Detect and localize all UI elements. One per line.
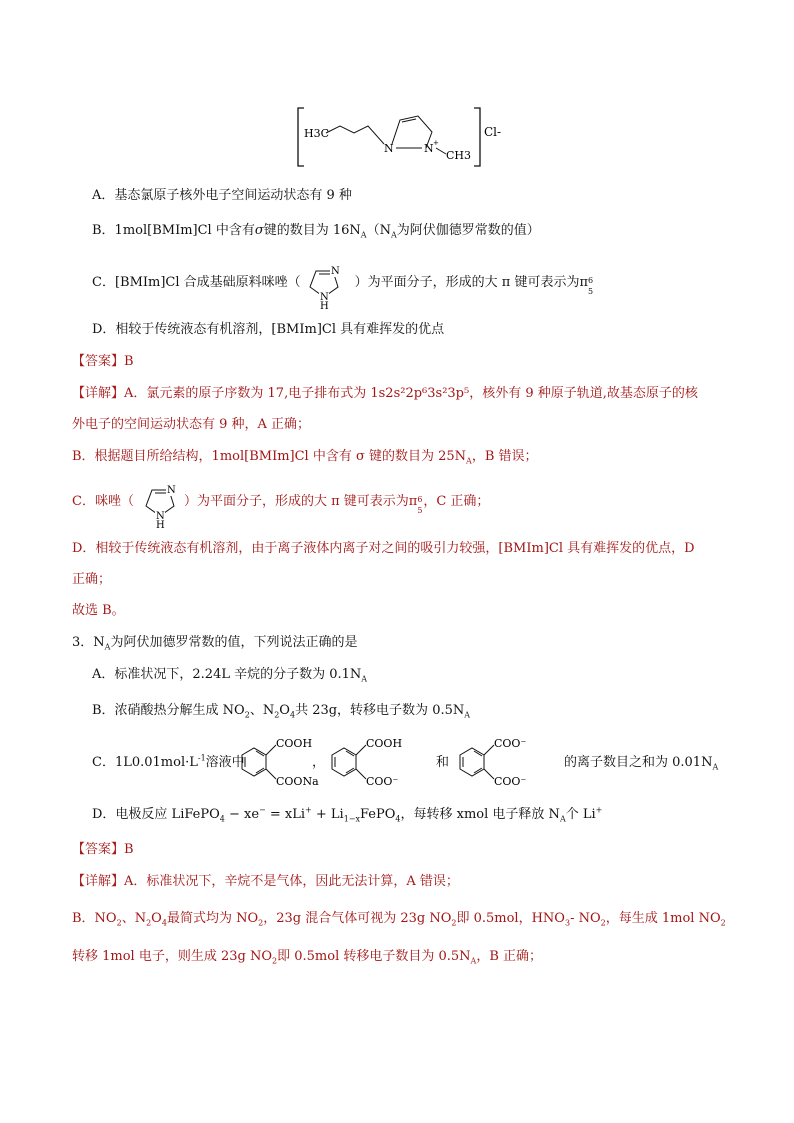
substituent-bond-3b bbox=[484, 769, 494, 779]
q3-db-h: ，每生成 1mol NO bbox=[605, 911, 721, 926]
q3-detail-a-text: A．标准状况下，辛烷不是气体，因此无法计算，A 错误； bbox=[124, 874, 459, 889]
q3-d-mid5: ，每转移 xmol 电子释放 N bbox=[400, 807, 560, 822]
imidazole-n-top-detail: N bbox=[167, 485, 176, 496]
q3-c-mid: 溶液中 bbox=[205, 755, 245, 770]
q2-option-a: A．基态氯原子核外电子空间运动状态有 9 种 bbox=[92, 188, 352, 203]
benzene-ring-3 bbox=[460, 748, 484, 776]
q3-b-post: 共 23g，转移电子数为 0.5N bbox=[295, 703, 465, 718]
q2-conclusion: 故选 B。 bbox=[72, 603, 125, 618]
q3-c-post: 的离子数目之和为 0.01N bbox=[564, 755, 713, 770]
imidazole-svg-c bbox=[300, 257, 352, 312]
q3-db-s7: 2 bbox=[600, 918, 606, 928]
q2-c-pre: C．[BMIm]Cl 合成基础原料咪唑（ bbox=[92, 275, 301, 290]
q3-option-c bbox=[92, 754, 245, 772]
q3-stem-sub: A bbox=[104, 642, 111, 652]
q2-detail-c-tail: ，C 正确； bbox=[423, 494, 490, 509]
q3-detail-label: 【详解】 bbox=[72, 874, 125, 889]
q3-option-b bbox=[92, 702, 470, 720]
q3-b-o: O bbox=[279, 703, 290, 718]
q2-c-pi-sup: 6 bbox=[588, 276, 594, 285]
q3-a-pre: A．标准状况下，2.24L 辛烷的分子数为 0.1N bbox=[92, 667, 362, 682]
q2-detail-label: 【详解】 bbox=[72, 386, 125, 401]
q3-db-s8: 2 bbox=[720, 918, 726, 928]
q2-detail-a-post: ，核外有 9 种原子轨道,故基态原子的核 bbox=[469, 386, 698, 401]
phthalate-structure-3 bbox=[454, 733, 544, 793]
q2-option-b bbox=[92, 222, 540, 240]
q2-b-mid: 键的数目为 16N bbox=[263, 223, 361, 238]
q3-db-s1: 2 bbox=[116, 918, 122, 928]
struct3-top-group: COO⁻ bbox=[494, 737, 527, 750]
q2-detail-a-config: 2s²2p⁶3s²3p⁵ bbox=[385, 386, 470, 401]
q2-b-sub: A bbox=[360, 230, 367, 240]
q3-db-s2: 2 bbox=[146, 918, 152, 928]
q3-detail-a bbox=[72, 873, 459, 891]
chloride-label: Cl- bbox=[484, 125, 502, 139]
q3-db-s4: 2 bbox=[258, 918, 264, 928]
q2-detail-b-text: B．根据题目所给结构，1mol[BMIm]Cl 中含有 σ 键的数目为 25N bbox=[72, 449, 467, 464]
bmim-structure-svg bbox=[296, 104, 526, 170]
q3-d-mid6: 个 Li bbox=[565, 807, 596, 822]
n3-label: N bbox=[424, 142, 434, 155]
q3-db-a: B．NO bbox=[72, 911, 117, 926]
q2-c-pi-sub: 5 bbox=[588, 287, 594, 296]
q3-answer-value: B bbox=[124, 842, 134, 857]
q3-d-s3: 4 bbox=[395, 814, 401, 824]
q3-db-s3: 4 bbox=[161, 918, 167, 928]
n1-label: N bbox=[384, 142, 394, 155]
q3-stem bbox=[72, 634, 357, 652]
q2-detail-b-tail: ，B 错误； bbox=[471, 449, 538, 464]
q3-b-s1: 2 bbox=[244, 710, 250, 720]
q3-stem-post: 为阿伏加德罗常数的值，下列说法正确的是 bbox=[110, 635, 358, 650]
q3-b-pre: B．浓硝酸热分解生成 NO bbox=[92, 703, 245, 718]
q3-detail-b-line1 bbox=[72, 910, 726, 928]
q3-db-f: 即 0.5mol，HNO bbox=[456, 911, 565, 926]
q2-b-sigma: σ bbox=[254, 223, 264, 238]
q2-detail-c-post: ）为平面分子，形成的大 π 键可表示为 bbox=[183, 494, 409, 509]
q3-d-pre: D．电极反应 LiFePO bbox=[92, 807, 220, 822]
q3-b-s3: 4 bbox=[289, 710, 296, 720]
phthalate-svg-2 bbox=[326, 733, 416, 789]
benzene-ring-1 bbox=[242, 748, 266, 776]
imidazole-n-bottom: N bbox=[320, 292, 329, 303]
imidazole-svg-detail bbox=[136, 476, 188, 531]
q3-c-post-wrap bbox=[564, 754, 718, 772]
q2-detail-a-line2: 外电子的空间运动状态有 9 种，A 正确； bbox=[72, 417, 311, 432]
q3-db-c: O bbox=[151, 911, 162, 926]
q3-d-mid1: − xe bbox=[224, 807, 260, 822]
q2-detail-a-pre: A．氯元素的原子序数为 17,电子排布式为 1s bbox=[124, 386, 386, 401]
q3-option-d bbox=[92, 806, 602, 824]
q2-detail-c bbox=[72, 493, 490, 515]
q3-d-sup1: − bbox=[259, 805, 266, 815]
h3c-label: H3C bbox=[304, 127, 330, 140]
methyl-bond bbox=[436, 148, 446, 154]
substituent-bond-3a bbox=[484, 745, 494, 755]
q3-option-a bbox=[92, 666, 367, 684]
ch3-label: CH3 bbox=[446, 149, 472, 162]
q2-detail-d-line1: D．相较于传统液态有机溶剂，由于离子液体内离子对之间的吸引力较强，[BMIm]Cl 具有难挥发的优点，D bbox=[72, 541, 695, 556]
q3-d-s1: 4 bbox=[219, 814, 225, 824]
q2-detail-a-line1 bbox=[72, 385, 698, 403]
q2-answer bbox=[72, 353, 134, 371]
q3-answer-label: 【答案】 bbox=[72, 842, 125, 857]
q3-db-b: 、N bbox=[121, 911, 147, 926]
q3-d-s4: A bbox=[559, 814, 566, 824]
q2-option-d: D．相较于传统液态有机溶剂，[BMIm]Cl 具有难挥发的优点 bbox=[92, 322, 445, 337]
q3-stem-pre: 3．N bbox=[72, 635, 105, 650]
q3-d-mid4: FePO bbox=[360, 807, 396, 822]
q2-b-pre: B．1mol[BMIm]Cl 中含有 bbox=[92, 223, 255, 238]
q2-detail-d-line2: 正确； bbox=[72, 572, 112, 587]
q2-c-post: ）为平面分子，形成的大 π 键可表示为 bbox=[354, 275, 580, 290]
q3-detail-b-line2 bbox=[72, 948, 542, 966]
q3-d-sup3: + bbox=[595, 805, 603, 815]
q2-b-tail: 为阿伏伽德罗常数的值） bbox=[396, 223, 540, 238]
struct1-top-group: COOH bbox=[276, 737, 313, 750]
q3-db2-c: ，B 正确； bbox=[476, 949, 543, 964]
imidazole-structure-detail bbox=[136, 476, 188, 532]
q2-detail-c-pi-sup: 6 bbox=[417, 495, 423, 504]
q3-db2-a: 转移 1mol 电子，则生成 23g NO bbox=[72, 949, 273, 964]
imidazole-n-top: N bbox=[331, 266, 340, 277]
q3-d-mid3: + Li bbox=[311, 807, 344, 822]
substituent-bond-2a bbox=[356, 745, 366, 755]
struct2-top-group: COOH bbox=[366, 737, 403, 750]
substituent-bond-1b bbox=[266, 769, 276, 779]
phthalate-svg-3 bbox=[454, 733, 544, 789]
struct3-bottom-group: COO⁻ bbox=[494, 775, 527, 788]
q2-b-sub2: A bbox=[390, 230, 397, 240]
q3-c-comma: ， bbox=[312, 755, 326, 770]
q2-c-pi: π bbox=[579, 275, 589, 290]
imidazole-h-detail: H bbox=[156, 520, 165, 531]
q3-db2-s1: 2 bbox=[272, 956, 278, 966]
q3-db-g: - NO bbox=[570, 911, 601, 926]
q3-c-sup: -1 bbox=[197, 753, 206, 763]
q2-detail-c-pi: π bbox=[408, 494, 418, 509]
substituent-bond-2b bbox=[356, 769, 366, 779]
phthalate-svg-1 bbox=[236, 733, 319, 789]
q3-db2-s2: A bbox=[470, 956, 477, 966]
q3-b-sub: A bbox=[464, 710, 471, 720]
q2-detail-c-pre: C．咪唑（ bbox=[72, 494, 134, 509]
q3-c-pre: C．1L0.01mol·L bbox=[92, 755, 198, 770]
q2-b-post: （N bbox=[366, 223, 391, 238]
imidazole-h: H bbox=[320, 301, 329, 312]
imidazole-n-bottom-detail: N bbox=[156, 511, 165, 522]
q3-d-sup2: + bbox=[305, 805, 312, 815]
phthalate-structure-1 bbox=[236, 733, 319, 793]
q3-c-and: 和 bbox=[436, 755, 450, 770]
q3-db-d: 最简式均为 NO bbox=[166, 911, 259, 926]
n3-charge: + bbox=[433, 139, 439, 147]
struct2-bottom-group: COO⁻ bbox=[366, 775, 399, 788]
q3-db-s6: 3 bbox=[564, 918, 571, 928]
right-bracket bbox=[474, 108, 480, 166]
q3-a-sub: A bbox=[361, 674, 368, 684]
benzene-ring-2 bbox=[332, 748, 356, 776]
q2-answer-value: B bbox=[124, 354, 134, 369]
imidazole-structure-c bbox=[300, 257, 352, 313]
q3-c-sub: A bbox=[712, 762, 719, 772]
bmim-structure bbox=[296, 104, 526, 170]
q3-d-mid2: = xLi bbox=[265, 807, 306, 822]
substituent-bond-1a bbox=[266, 745, 276, 755]
phthalate-structure-2 bbox=[326, 733, 416, 793]
q3-db-e: ，23g 混合气体可视为 23g NO bbox=[263, 911, 452, 926]
butyl-chain bbox=[326, 126, 384, 144]
q3-d-s2: 1−x bbox=[343, 814, 360, 824]
q2-detail-c-pi-sub: 5 bbox=[417, 506, 423, 515]
q3-b-mid: 、N bbox=[249, 703, 275, 718]
struct1-bottom-group: COONa bbox=[276, 775, 319, 788]
q3-answer bbox=[72, 841, 134, 859]
q2-answer-label: 【答案】 bbox=[72, 354, 125, 369]
q3-db2-b: 即 0.5mol 转移电子数目为 0.5N bbox=[277, 949, 471, 964]
q2-detail-b bbox=[72, 448, 538, 466]
q2-detail-b-sub: A bbox=[466, 456, 472, 466]
q3-db-s5: 2 bbox=[451, 918, 457, 928]
q3-b-s2: 2 bbox=[274, 710, 280, 720]
